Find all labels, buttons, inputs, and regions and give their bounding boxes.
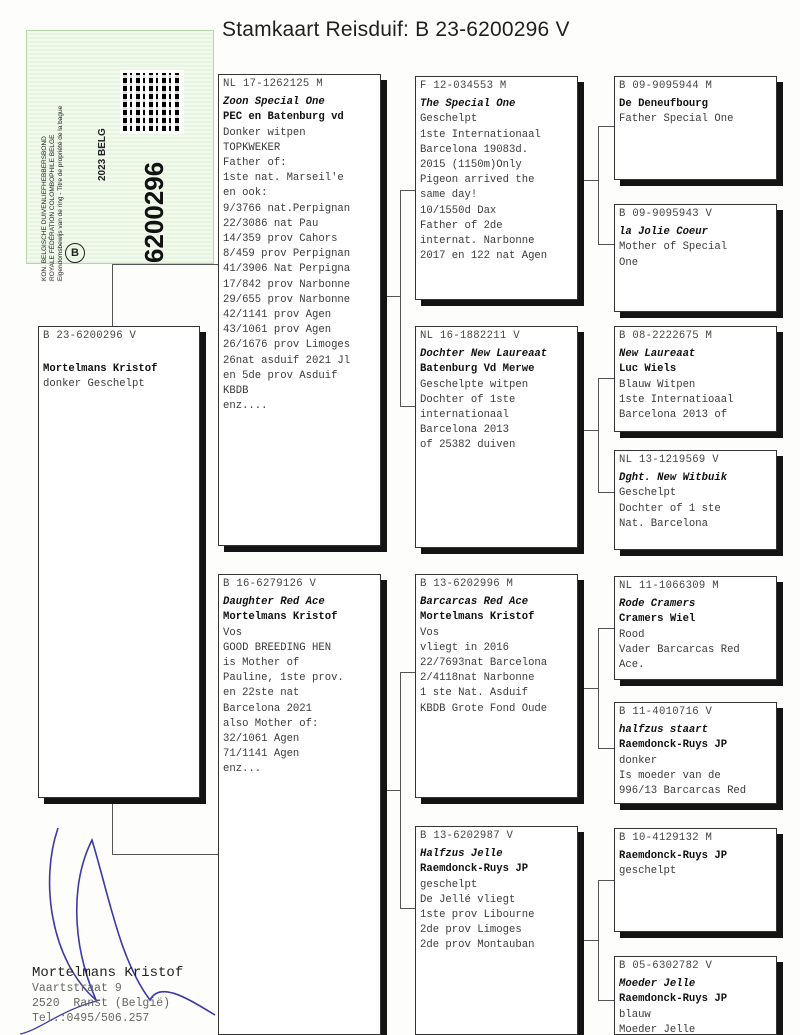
ring-number-header: NL 16-1882211 V bbox=[420, 330, 520, 342]
pigeon-card-mff bbox=[614, 576, 777, 680]
connector-line bbox=[598, 880, 614, 881]
pigeon-name: la Jolie Coeur bbox=[619, 226, 709, 239]
breeder-name: Mortelmans Kristof bbox=[223, 611, 338, 624]
qr-code-icon bbox=[123, 73, 181, 131]
pigeon-name: halfzus staart bbox=[619, 724, 709, 737]
connector-line bbox=[598, 1000, 614, 1001]
ring-number-header: B 09-9095944 M bbox=[619, 80, 713, 92]
pigeon-note: Barcelona 2021 bbox=[223, 702, 313, 715]
pigeon-note: Geschelpt bbox=[420, 113, 478, 126]
page-title: Stamkaart Reisduif: B 23-6200296 V bbox=[222, 18, 570, 41]
ring-number-header: B 13-6202996 M bbox=[420, 578, 514, 590]
pigeon-note: blauw bbox=[619, 1008, 651, 1021]
pigeon-note: 1ste Internatioaal bbox=[619, 393, 734, 406]
pigeon-card-mother bbox=[218, 574, 381, 1035]
pigeon-name: Zoon Special One bbox=[223, 96, 325, 109]
pigeon-note: is Mother of bbox=[223, 657, 300, 670]
pigeon-note: internationaal bbox=[420, 409, 510, 422]
pigeon-note: geschelpt bbox=[420, 878, 478, 891]
pigeon-note: Pigeon arrived the bbox=[420, 174, 535, 187]
pigeon-note: 22/3086 nat Pau bbox=[223, 217, 319, 230]
pigeon-note: GOOD BREEDING HEN bbox=[223, 641, 332, 654]
ring-number-header: NL 11-1066309 M bbox=[619, 580, 719, 592]
owner-name: Mortelmans Kristof bbox=[32, 965, 184, 981]
pigeon-note: 8/459 prov Perpignan bbox=[223, 248, 351, 261]
pigeon-note: en 22ste nat bbox=[223, 687, 300, 700]
breeder-name: Raemdonck-Ruys JP bbox=[619, 739, 728, 752]
ring-number-header: B 16-6279126 V bbox=[223, 578, 317, 590]
breeder-name: Batenburg Vd Merwe bbox=[420, 363, 535, 376]
connector-line bbox=[400, 672, 415, 673]
pigeon-note: en 5de prov Asduif bbox=[223, 369, 338, 382]
pigeon-name: Rode Cramers bbox=[619, 598, 696, 611]
pigeon-note: 41/3906 Nat Perpigna bbox=[223, 263, 351, 276]
pigeon-name: Daughter Red Ace bbox=[223, 596, 325, 609]
pigeon-card-ffm bbox=[614, 204, 777, 312]
pigeon-note: 2017 en 122 nat Agen bbox=[420, 250, 548, 263]
pigeon-color: donker Geschelpt bbox=[43, 378, 145, 391]
pigeon-note: 71/1141 Agen bbox=[223, 748, 300, 761]
pigeon-note: Father Special One bbox=[619, 113, 734, 126]
pigeon-note: 1ste nat. Marseil'e bbox=[223, 172, 344, 185]
breeder-name: Cramers Wiel bbox=[619, 613, 696, 626]
connector-line bbox=[598, 628, 614, 629]
pigeon-note: 10/1550d Dax bbox=[420, 204, 497, 217]
pigeon-card-fff bbox=[614, 76, 777, 180]
pigeon-note: Pauline, 1ste prov. bbox=[223, 672, 344, 685]
connector-line bbox=[598, 492, 614, 493]
breeder-name: Raemdonck-Ruys JP bbox=[619, 993, 728, 1006]
pigeon-note: 29/655 prov Narbonne bbox=[223, 293, 351, 306]
federation-logo-icon: B bbox=[65, 243, 85, 263]
pigeon-note: Barcelona 2013 bbox=[420, 424, 510, 437]
connector-line bbox=[598, 244, 614, 245]
pigeon-card-father bbox=[218, 74, 381, 546]
connector-line bbox=[578, 688, 599, 689]
pigeon-note: 2de prov Montauban bbox=[420, 939, 535, 952]
breeder-name: PEC en Batenburg vd bbox=[223, 111, 344, 124]
pigeon-note: Vos bbox=[223, 626, 243, 639]
pigeon-card-subject bbox=[38, 326, 200, 798]
ring-number-header: NL 13-1219569 V bbox=[619, 454, 719, 466]
pigeon-name: Moeder Jelle bbox=[619, 978, 696, 991]
pigeon-note: 2015 (1150m)Only bbox=[420, 159, 522, 172]
connector-line bbox=[598, 126, 614, 127]
pigeon-name: New Laureaat bbox=[619, 348, 696, 361]
pigeon-note: Father of: bbox=[223, 157, 287, 170]
pigeon-note: 43/1061 prov Agen bbox=[223, 324, 332, 337]
connector-line bbox=[381, 296, 401, 297]
phone-number: Tel.:0495/506.257 bbox=[32, 1012, 150, 1025]
pigeon-note: KBDB bbox=[223, 385, 249, 398]
owner-address bbox=[32, 966, 183, 1026]
ring-number: 6200296 bbox=[139, 161, 169, 263]
pigeon-note: Moeder Jelle bbox=[619, 1023, 696, 1035]
connector-line bbox=[112, 854, 218, 855]
pigeon-note: Geschelpt bbox=[619, 487, 677, 500]
pigeon-note: 2de prov Limoges bbox=[420, 924, 522, 937]
pigeon-note: Blauw Witpen bbox=[619, 378, 696, 391]
connector-line bbox=[400, 406, 415, 407]
pigeon-note: 1ste Internationaal bbox=[420, 128, 541, 141]
pigeon-note: 17/842 prov Narbonne bbox=[223, 278, 351, 291]
pigeon-card-fm bbox=[415, 326, 578, 548]
connector-line bbox=[112, 264, 113, 326]
pigeon-note: 2/4118nat Narbonne bbox=[420, 672, 535, 685]
pigeon-note: De Jellé vliegt bbox=[420, 893, 516, 906]
pigeon-name: Dochter New Laureaat bbox=[420, 348, 548, 361]
ring-card bbox=[26, 30, 214, 281]
pigeon-card-mf bbox=[415, 574, 578, 798]
pigeon-note: internat. Narbonne bbox=[420, 235, 535, 248]
pigeon-note: Dochter of 1 ste bbox=[619, 502, 721, 515]
pigeon-card-mmm bbox=[614, 956, 777, 1035]
breeder-name: Raemdonck-Ruys JP bbox=[420, 863, 529, 876]
pigeon-note: TOPKWEKER bbox=[223, 141, 281, 154]
pigeon-note: Geschelpte witpen bbox=[420, 378, 529, 391]
pigeon-note: Donker witpen bbox=[223, 126, 306, 139]
ring-number-header: B 10-4129132 M bbox=[619, 832, 713, 844]
pigeon-note: Father of 2de bbox=[420, 219, 503, 232]
connector-line bbox=[578, 180, 599, 181]
pigeon-note: Mother of Special bbox=[619, 241, 728, 254]
pigeon-note: Nat. Barcelona bbox=[619, 517, 709, 530]
pigeon-note: geschelpt bbox=[619, 865, 677, 878]
ring-number-header: B 09-9095943 V bbox=[619, 208, 713, 220]
ring-number-header: B 05-6302782 V bbox=[619, 960, 713, 972]
pigeon-card-mm bbox=[415, 826, 578, 1035]
pigeon-note: 26nat asduif 2021 Jl bbox=[223, 354, 351, 367]
pigeon-note: 22/7693nat Barcelona bbox=[420, 657, 548, 670]
pigeon-note: Barcelona 2013 of bbox=[619, 409, 728, 422]
pigeon-note: of 25382 duiven bbox=[420, 439, 516, 452]
ring-number-header: B 13-6202987 V bbox=[420, 830, 514, 842]
pigeon-name: The Special One bbox=[420, 98, 516, 111]
connector-line bbox=[598, 748, 614, 749]
pigeon-note: Dochter of 1ste bbox=[420, 393, 516, 406]
pigeon-note: also Mother of: bbox=[223, 717, 319, 730]
pigeon-note: Barcelona 19083d. bbox=[420, 143, 529, 156]
pigeon-note: 32/1061 Agen bbox=[223, 733, 300, 746]
connector-line bbox=[578, 430, 599, 431]
ring-number-header: B 23-6200296 V bbox=[43, 330, 137, 342]
pigeon-note: One bbox=[619, 256, 639, 269]
pigeon-note: 26/1676 prov Limoges bbox=[223, 339, 351, 352]
pigeon-note: 14/359 prov Cahors bbox=[223, 233, 338, 246]
pigeon-note: Vader Barcarcas Red bbox=[619, 643, 740, 656]
breeder-name: Mortelmans Kristof bbox=[420, 611, 535, 624]
connector-line bbox=[112, 264, 218, 265]
ring-number-header: F 12-034553 M bbox=[420, 80, 507, 92]
pigeon-name: Barcarcas Red Ace bbox=[420, 596, 529, 609]
pigeon-note: 1ste prov Libourne bbox=[420, 909, 535, 922]
pigeon-note: enz... bbox=[223, 763, 262, 776]
ring-org-text: KON. BELGISCHE DUIVENLIEFHEBBERSBOND ROYALE FÉDÉRATION COLOMBOPHILE BELGE Eigendomsbewijs van de ring - Titre de propriété de la bague bbox=[41, 105, 64, 281]
pigeon-note: donker bbox=[619, 754, 658, 767]
pigeon-name: Dght. New Witbuik bbox=[619, 472, 728, 485]
pigeon-note: 42/1141 prov Agen bbox=[223, 309, 332, 322]
connector-line bbox=[598, 378, 599, 492]
pigeon-note: same day! bbox=[420, 189, 478, 202]
pigeon-card-ff bbox=[415, 76, 578, 300]
connector-line bbox=[578, 940, 599, 941]
connector-line bbox=[381, 790, 401, 791]
breeder-name: Raemdonck-Ruys JP bbox=[619, 850, 728, 863]
ring-number-header: NL 17-1262125 M bbox=[223, 78, 323, 90]
breeder-name: De Deneufbourg bbox=[619, 98, 709, 111]
pigeon-card-fmf bbox=[614, 326, 777, 432]
pigeon-note: en ook: bbox=[223, 187, 268, 200]
pigeon-note: enz.... bbox=[223, 400, 268, 413]
connector-line bbox=[400, 908, 415, 909]
pigeon-note: KBDB Grote Fond Oude bbox=[420, 702, 548, 715]
address-street: Vaartstraat 9 bbox=[32, 982, 122, 995]
breeder-name: Luc Wiels bbox=[619, 363, 677, 376]
pigeon-note: Rood bbox=[619, 628, 645, 641]
connector-line bbox=[598, 126, 599, 244]
connector-line bbox=[112, 798, 113, 854]
ring-number-header: B 08-2222675 M bbox=[619, 330, 713, 342]
connector-line bbox=[400, 190, 415, 191]
pigeon-card-mfm bbox=[614, 702, 777, 804]
ring-year: 2023 BELG bbox=[97, 128, 108, 181]
pigeon-card-mmf bbox=[614, 828, 777, 932]
pigeon-note: vliegt in 2016 bbox=[420, 641, 510, 654]
pigeon-note: 1 ste Nat. Asduif bbox=[420, 687, 529, 700]
connector-line bbox=[400, 190, 401, 406]
pigeon-note: Ace. bbox=[619, 659, 645, 672]
pigeon-name: Halfzus Jelle bbox=[420, 848, 503, 861]
address-city: 2520 Ranst (België) bbox=[32, 997, 171, 1010]
pigeon-note: Vos bbox=[420, 626, 440, 639]
connector-line bbox=[598, 378, 614, 379]
owner-name: Mortelmans Kristof bbox=[43, 363, 158, 376]
pigeon-note: 9/3766 nat.Perpignan bbox=[223, 202, 351, 215]
ring-number-header: B 11-4010716 V bbox=[619, 706, 713, 718]
pigeon-card-fmm bbox=[614, 450, 777, 550]
pigeon-note: Is moeder van de bbox=[619, 769, 721, 782]
pigeon-note: 996/13 Barcarcas Red bbox=[619, 785, 747, 798]
